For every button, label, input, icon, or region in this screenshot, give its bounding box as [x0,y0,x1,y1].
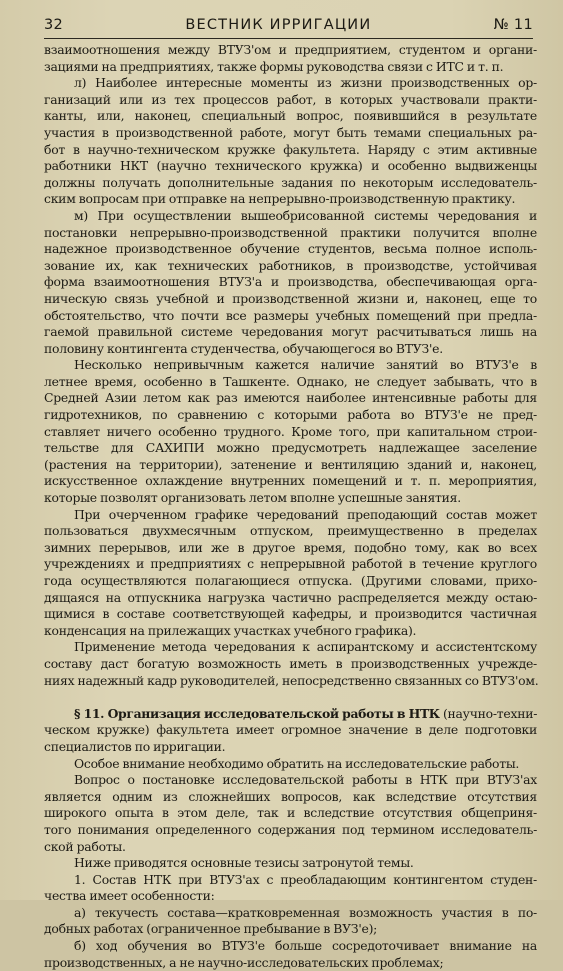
text-line: ническую связь учебной и производственной жизни и, наконец, еще то [44,290,537,306]
text-line: постановки непрерывно-производственной практики получится вполне [44,224,537,240]
text-line: специалистов по ирригации. [44,738,226,754]
text-line: бот в научно-техническом кружке факультета. Наряду с этим активные [44,141,537,157]
text-line: добных работах (ограниченное пребывание в ВУЗ'е); [44,921,378,937]
text-line: зимних перерывов, или же в другое время, подобно тому, как во всех [44,539,537,555]
header-rule [44,38,533,39]
text-line: конденсация на прилежащих участках учебного графика). [44,622,417,638]
text-line: ниях надежный кадр руководителей, непосредственно связанных со ВТУЗ'ом. [44,672,539,688]
text-line: щимися в составе соответствующей кафедры, и производится частичная [44,606,537,622]
text-line: широкого опыта в этом деле, так и вследствие отсутствия общеприня- [44,805,537,821]
text-line: тельстве для САХИПИ можно предусмотреть надлежащее заселение [44,440,537,456]
text-line: которые позволят организовать летом вполне успешные занятия. [44,490,461,506]
text-line: ческом кружке) факультета имеет огромное значение в деле подготовки [44,722,537,738]
journal-title: ВЕСТНИК ИРРИГАЦИИ [185,17,372,33]
text-line: ставляет ничего особенно трудного. Кроме того, при капитальном строи- [44,423,537,439]
text-line: канты, или, наконец, специальный вопрос, появившийся в результате [44,108,537,124]
page-header [44,12,533,38]
text-line: б) ход обучения во ВТУЗ'е больше сосредоточивает внимание на [74,938,537,954]
text-line: того понимания определенного содержания под термином исследователь- [44,821,537,837]
text-line: обстоятельство, что почти все размеры учебных помещений при предла- [44,307,537,323]
text-line: составу даст богатую возможность иметь в производственных учрежде- [44,655,537,671]
text-line: участия в производственной работе, могут быть темами специальных ра- [44,124,537,140]
section-heading-line [44,706,537,723]
text-line: Вопрос о постановке исследовательской работы в НТК при ВТУЗ'ах [74,772,537,788]
text-line: зациями на предприятиях, также формы руководства связи с ИТС и т. п. [44,58,504,74]
text-line: (растения на территории), затенение и вентиляцию зданий и, наконец, [44,456,537,472]
text-line: искусственное охлаждение внутренних помещений и т. п. мероприятия, [44,473,537,489]
text-line: Особое внимание необходимо обратить на исследовательские работы. [74,755,520,771]
text-line: Ниже приводятся основные тезисы затронутой темы. [74,855,414,871]
text-line: летнее время, особенно в Ташкенте. Однако, не следует забывать, что в [44,373,537,389]
text-line: 1. Состав НТК при ВТУЗ'ах с преобладающим контингентом студен- [74,871,537,887]
article-body [44,42,539,970]
text-line: гидротехников, по сравнению с которыми работа во ВТУЗ'е не пред- [44,407,537,423]
text-line: пользоваться двухмесячным отпуском, преимущественно в пределах [44,523,537,539]
text-line: Применение метода чередования к аспирантскому и ассистентскому [74,639,537,655]
text-line: ской работы. [44,838,126,854]
text-line: чества имеет особенности: [44,888,215,904]
text-line: взаимоотношения между ВТУЗ'ом и предприятием, студентом и органи- [44,42,537,57]
text-line: года осуществляются полагающиеся отпуска. (Другими словами, прихо- [44,573,537,588]
text-line: зование их, как технических работников, в производстве, устойчивая [44,257,537,273]
text-line: гаемой правильной системе чередования могут расчитываться лишь на [44,324,537,340]
text-line: работники НКТ (научно технического кружка) и особенно выдвиженцы [44,158,537,174]
issue-number: № 11 [493,17,533,33]
page-number: 32 [44,17,64,33]
section-heading: § 11. Организация исследовательской работы в НТК [74,705,440,721]
text-line [44,689,537,706]
text-line: При очерченном графике чередований преподающий состав может [74,506,537,522]
text-line: а) текучесть состава—кратковременная возможность участия в по- [74,904,537,920]
text-line: производственных, а не научно-исследовательских проблемах; [44,954,444,970]
text-line: Средней Азии летом как раз имеются наиболее интенсивные работы для [44,390,537,406]
text-line: м) При осуществлении вышеобрисованной системы чередования и [74,207,537,223]
text-line: является одним из сложнейших вопросов, как вследствие отсутствия [44,788,537,804]
text-line: половину контингента студенчества, обучающегося во ВТУЗ'е. [44,340,443,356]
text-line: дящаяся на отпускника нагрузка частично распределяется между остаю- [44,589,537,605]
text-line: л) Наиболее интересные моменты из жизни производственных ор- [74,75,537,91]
text-line: Несколько непривычным кажется наличие занятий во ВТУЗ'е в [74,357,537,373]
text-line: форма взаимоотношения ВТУЗ'а и производства, обеспечивающая орга- [44,274,537,290]
text-line: надежное производственное обучение студентов, весьма полное исполь- [44,241,537,257]
text-line: учреждениях и предприятиях с непрерывной работой в течение круглого [44,556,537,572]
text-line: ганизаций или из тех процессов работ, в которых участвовали практи- [44,91,537,107]
section-heading-rest: (научно-техни- [442,705,538,721]
text-line: должны получать дополнительные задания по некоторым исследователь- [44,174,537,190]
text-line: ским вопросам при отправке на непрерывно-производственную практику. [44,191,516,207]
